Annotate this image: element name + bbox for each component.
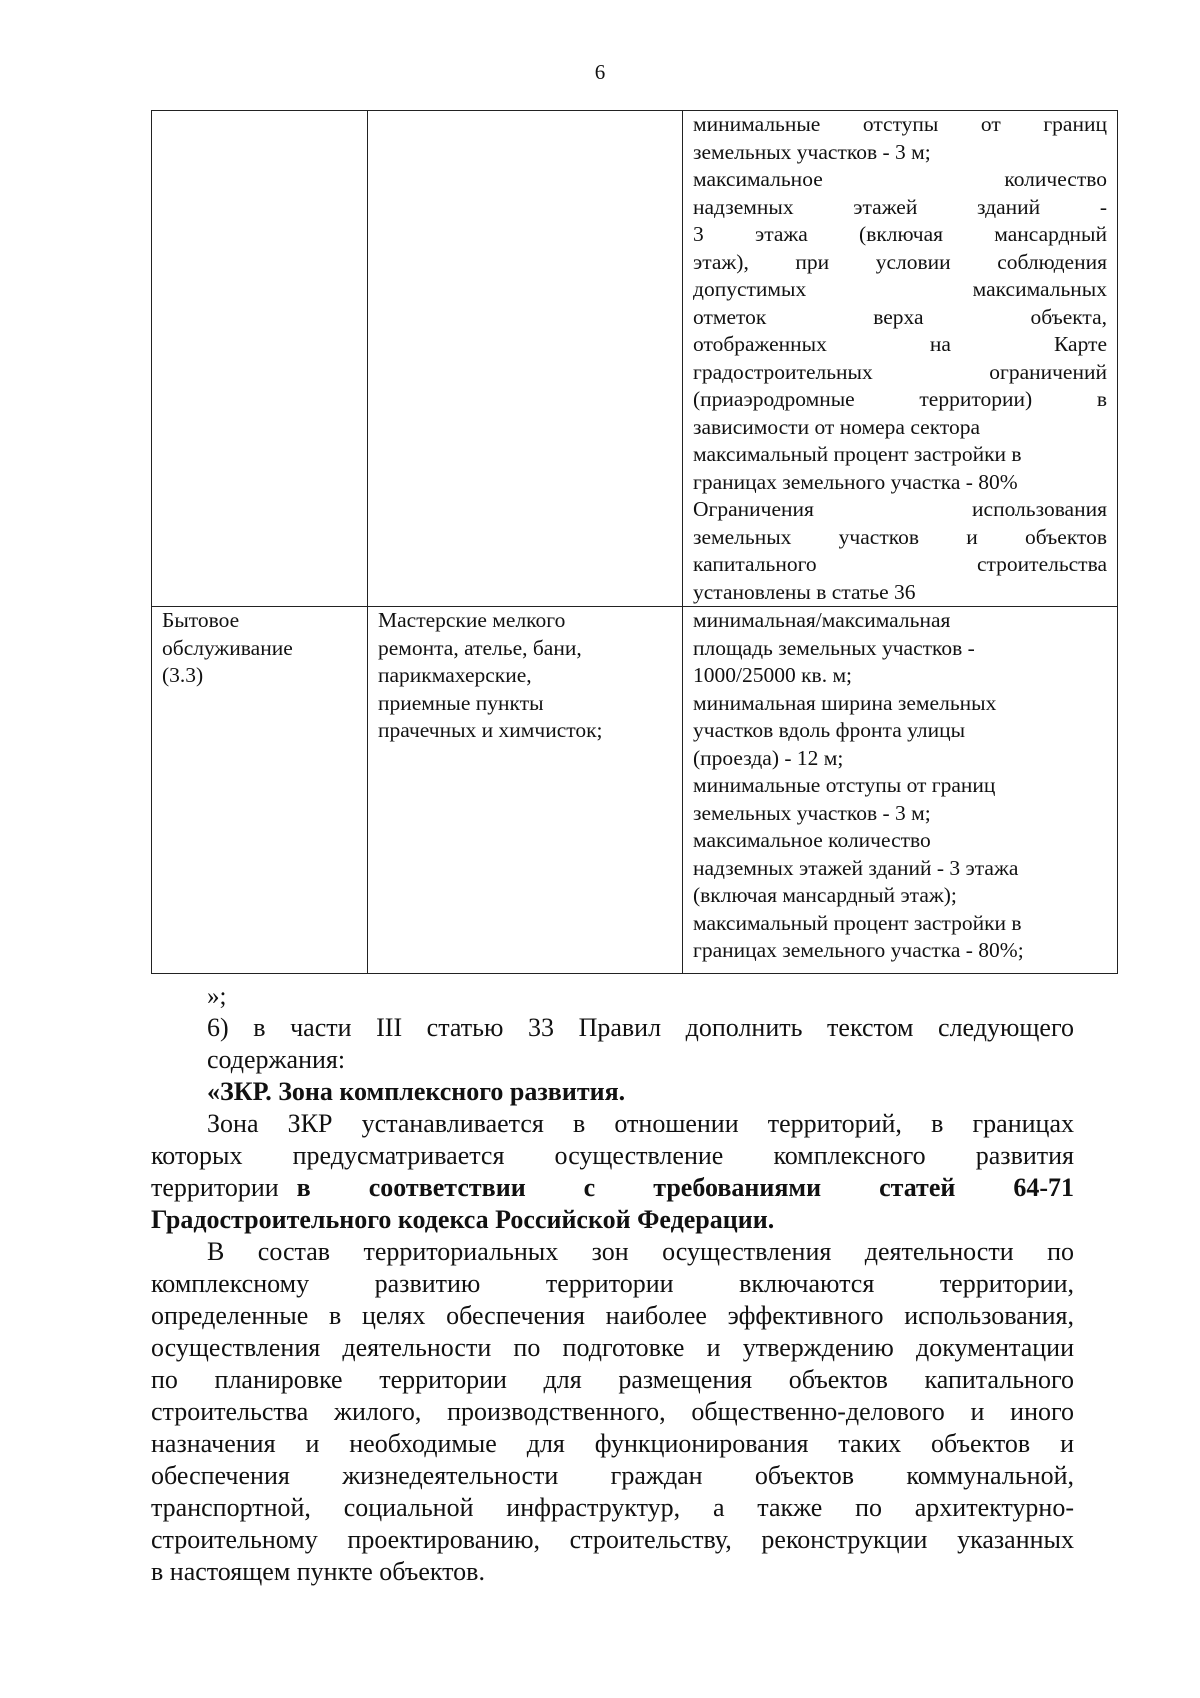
use-type-line: Бытовое (162, 608, 240, 632)
objects-line: парикмахерские, (378, 663, 532, 687)
param-line: максимальный процент застройки в (693, 910, 1022, 935)
table-cell-use-type (152, 111, 368, 607)
param-line: земельных участков - 3 м; (693, 139, 931, 164)
table-cell-parameters (683, 111, 1118, 607)
param-line: минимальная ширина земельных (693, 690, 997, 715)
param-line: (проезда) - 12 м; (693, 745, 844, 770)
paragraph-line: обеспечения жизнедеятельности граждан объектов коммунальной, (151, 1461, 1074, 1490)
table-row (152, 607, 1118, 974)
param-line: минимальная/максимальная (693, 608, 951, 632)
item-6-paragraph (151, 1012, 1074, 1108)
param-line: 3 этажа (включая мансардный (693, 222, 1107, 246)
paragraph-line: которых предусматривается осуществление комплексного развития (151, 1141, 1074, 1170)
objects-line: ремонта, ателье, бани, (378, 635, 582, 660)
table-cell-parameters (683, 607, 1118, 974)
objects-line: приемные пункты (378, 690, 544, 715)
paragraph-line (151, 1172, 1074, 1204)
paragraph-line: 6) в части III статью 33 Правил дополнить текстом следующего (207, 1013, 1074, 1042)
param-line: минимальные отступы от границ (693, 112, 1107, 136)
paragraph-bold-text: Градостроительного кодекса Российской Федерации. (151, 1205, 775, 1234)
param-line: земельных участков - 3 м; (693, 800, 931, 825)
param-line: отметок верха объекта, (693, 304, 1107, 329)
zone-composition-paragraph (151, 1236, 1074, 1588)
paragraph-line: строительному проектированию, строительству, реконструкции указанных (151, 1525, 1074, 1554)
paragraph-line: назначения и необходимые для функционирования таких объектов и (151, 1429, 1074, 1458)
objects-line: прачечных и химчисток; (378, 718, 603, 742)
param-line: надземных этажей зданий - (693, 194, 1107, 219)
param-line: отображенных на Карте (693, 332, 1107, 356)
paragraph-line: транспортной, социальной инфраструктур, а также по архитектурно- (151, 1493, 1074, 1522)
param-line: градостроительных ограничений (693, 359, 1107, 384)
param-line: зависимости от номера сектора (693, 414, 981, 439)
param-line: максимальное количество (693, 167, 1107, 191)
param-line: допустимых максимальных (693, 277, 1107, 301)
param-line: установлены в статье 36 (693, 579, 916, 604)
paragraph-line: строительства жилого, производственного, общественно-делового и иного (151, 1397, 1074, 1426)
param-line: границах земельного участка - 80% (693, 469, 1018, 494)
param-line: этаж), при условии соблюдения (693, 249, 1107, 274)
param-line: (включая мансардный этаж); (693, 883, 957, 907)
paragraph-line: Зона ЗКР устанавливается в отношении территорий, в границах (207, 1109, 1074, 1138)
table-row (152, 111, 1118, 607)
param-line: 1000/25000 кв. м; (693, 663, 853, 687)
paragraph-line: в настоящем пункте объектов. (151, 1557, 485, 1586)
paragraph-line: осуществления деятельности по подготовке и утверждению документации (151, 1333, 1074, 1362)
param-line: земельных участков и объектов (693, 524, 1107, 549)
paragraph-line: комплексному развитию территории включаются территории, (151, 1269, 1074, 1298)
param-line: Ограничения использования (693, 497, 1107, 521)
table-cell-use-type (152, 607, 368, 974)
param-line: (приаэродромные территории) в (693, 387, 1107, 411)
paragraph-line: по планировке территории для размещения объектов капитального (151, 1365, 1074, 1394)
zoning-table (151, 110, 1118, 974)
paragraph-text: территории (151, 1173, 279, 1202)
closing-quote-mark: »; (207, 983, 227, 1010)
param-line: максимальное количество (693, 828, 931, 852)
param-line: границах земельного участка - 80%; (693, 938, 1024, 962)
param-line: площадь земельных участков - (693, 635, 975, 660)
objects-line: Мастерские мелкого (378, 608, 566, 632)
param-line: минимальные отступы от границ (693, 773, 996, 797)
param-line: капитального строительства (693, 552, 1107, 576)
use-type-line: обслуживание (162, 635, 293, 660)
paragraph-line: содержания: (207, 1045, 346, 1074)
use-type-line: (3.3) (162, 663, 204, 687)
zone-heading: «ЗКР. Зона комплексного развития. (207, 1077, 626, 1106)
param-line: участков вдоль фронта улицы (693, 718, 966, 742)
param-line: надземных этажей зданий - 3 этажа (693, 855, 1019, 880)
paragraph-line: определенные в целях обеспечения наиболее эффективного использования, (151, 1301, 1074, 1330)
page-number: 6 (594, 60, 606, 84)
table-cell-objects (368, 607, 683, 974)
table-cell-objects (368, 111, 683, 607)
param-line: максимальный процент застройки в (693, 442, 1022, 466)
paragraph-line: В состав территориальных зон осуществления деятельности по (207, 1237, 1074, 1266)
zone-description-paragraph (151, 1108, 1074, 1236)
paragraph-bold-text: в соответствии с требованиями статей 64-71 (296, 1173, 1074, 1202)
